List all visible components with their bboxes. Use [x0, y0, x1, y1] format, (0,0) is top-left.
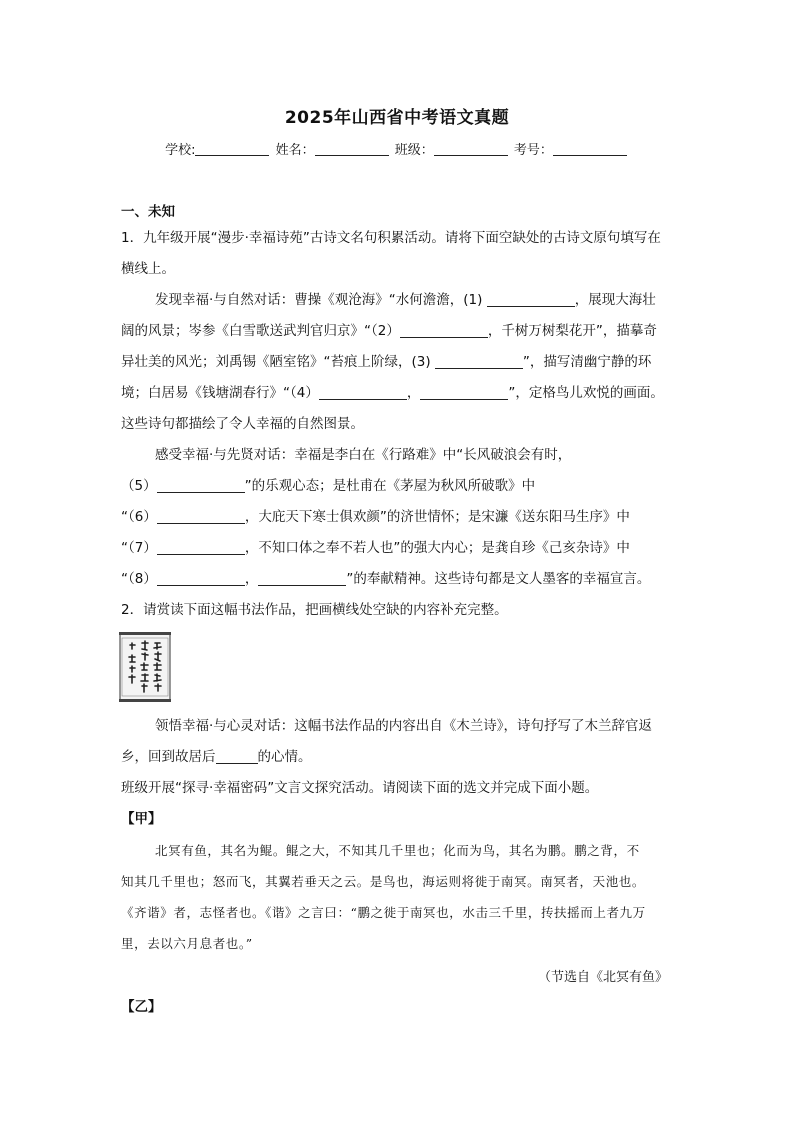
blank-6[interactable]: [157, 509, 245, 524]
q1-p2-line3-tail: ，大庇天下寒士俱欢颜”的济世情怀；是宋濂《送东阳马生序》中: [244, 509, 630, 525]
blank-2[interactable]: [400, 323, 488, 338]
q1-p2-line5-text: “（8）: [121, 571, 157, 587]
jia-text-line1: 北冥有鱼，其名为鲲。鲲之大，不知其几千里也；化而为鸟，其名为鹏。鹏之背，不: [155, 843, 640, 858]
blank-8a[interactable]: [157, 571, 245, 586]
q1-p1-line1: [155, 291, 656, 309]
jia-text-line3: 《齐谐》者，志怪者也。《谐》之言曰：“鹏之徙于南冥也，水击三千里，抟扶摇而上者九万: [121, 905, 646, 920]
q1-p1-line3: [121, 353, 651, 371]
exam-no-blank[interactable]: [553, 142, 627, 156]
blank-5[interactable]: [157, 478, 245, 493]
q1-p1-line4: [121, 384, 664, 402]
q1-intro-line1: 1．九年级开展“漫步·幸福诗苑”古诗文名句积累活动。请将下面空缺处的古诗文原句填写在: [121, 230, 661, 246]
calligraphy-scroll-image: [119, 631, 171, 703]
q1-p2-line5: [121, 570, 650, 588]
blank-3[interactable]: [435, 354, 523, 369]
q1-p2-line2-text: （5）: [121, 478, 157, 494]
school-label: 学校:: [165, 143, 196, 158]
jia-source: （节选自《北冥有鱼》: [537, 970, 668, 985]
name-label: 姓名：: [275, 143, 315, 158]
q1-p1-line3-text: 异壮美的风光；刘禹锡《陋室铭》“苔痕上阶绿，(3): [121, 354, 431, 370]
q1-p1-line2-tail: ，千树万树梨花开”，描摹奇: [487, 323, 657, 339]
q2-paragraph-line2-text: 乡，回到故居后: [121, 749, 216, 765]
jia-text-line4: 里，去以六月息者也。”: [121, 936, 253, 951]
q1-p1-line4-comma: ，: [406, 385, 421, 401]
q1-p2-line4-tail: ，不知口体之奉不若人也”的强大内心；是龚自珍《己亥杂诗》中: [244, 540, 630, 556]
blank-4b[interactable]: [420, 385, 508, 400]
q1-p2-line1: 感受幸福·与先贤对话：幸福是李白在《行路难》中“长风破浪会有时，: [155, 447, 572, 463]
q1-p2-line4-text: “（7）: [121, 540, 157, 556]
q1-p2-line4: [121, 539, 630, 557]
q1-p2-line2: [121, 477, 535, 495]
jia-label: 【甲】: [121, 811, 162, 827]
school-blank[interactable]: [195, 142, 269, 156]
q2-paragraph-line2: [121, 748, 312, 766]
q1-p2-line3: [121, 508, 630, 526]
q2-stem: 2．请赏读下面这幅书法作品，把画横线处空缺的内容补充完整。: [121, 602, 508, 618]
activity-intro: 班级开展“探寻·幸福密码”文言文探究活动。请阅读下面的选文并完成下面小题。: [121, 780, 599, 796]
blank-8b[interactable]: [258, 571, 346, 586]
blank-4a[interactable]: [319, 385, 407, 400]
q1-p2-line5-comma: ，: [244, 571, 259, 587]
q2-paragraph-line1: 领悟幸福·与心灵对话：这幅书法作品的内容出自《木兰诗》，诗句抒写了木兰辞官返: [155, 718, 653, 734]
q1-p2-line3-text: “（6）: [121, 509, 157, 525]
q2-paragraph-line2-tail: 的心情。: [257, 749, 312, 765]
student-info-row: [0, 139, 794, 158]
blank-q2[interactable]: [216, 749, 258, 764]
q1-p2-line2-tail: ”的乐观心态；是杜甫在《茅屋为秋风所破歌》中: [244, 478, 536, 494]
q1-p2-line5-tail: ”的奉献精神。这些诗句都是文人墨客的幸福宣言。: [346, 571, 651, 587]
class-label: 班级：: [394, 143, 434, 158]
section-heading: 一、未知: [121, 204, 175, 220]
page-title: 2025年山西省中考语文真题: [284, 108, 510, 128]
q1-intro-line2: 横线上。: [121, 261, 175, 277]
name-blank[interactable]: [315, 142, 389, 156]
blank-7[interactable]: [157, 540, 245, 555]
exam-no-label: 考号：: [513, 143, 553, 158]
class-blank[interactable]: [434, 142, 508, 156]
q1-p1-line1-tail: ，展现大海壮: [574, 292, 656, 308]
q1-p1-line4-tail: ”，定格鸟儿欢悦的画面。: [508, 385, 664, 401]
q1-p1-line3-tail: ”，描写清幽宁静的环: [522, 354, 652, 370]
q1-p1-line2: [121, 322, 657, 340]
q1-p1-line4-text: 境；白居易《钱塘湖春行》“（4）: [121, 385, 319, 401]
jia-text-line2: 知其几千里也；怒而飞，其翼若垂天之云。是鸟也，海运则将徙于南冥。南冥者，天池也。: [121, 874, 646, 889]
blank-1[interactable]: [487, 292, 575, 307]
yi-label: 【乙】: [121, 999, 162, 1015]
q1-p1-line1-text: 发现幸福·与自然对话：曹操《观沧海》“水何澹澹，(1): [155, 292, 483, 308]
q1-p1-line2-text: 阔的风景；岑参《白雪歌送武判官归京》“（2）: [121, 323, 400, 339]
q1-p1-line5: 这些诗句都描绘了令人幸福的自然图景。: [121, 416, 364, 432]
